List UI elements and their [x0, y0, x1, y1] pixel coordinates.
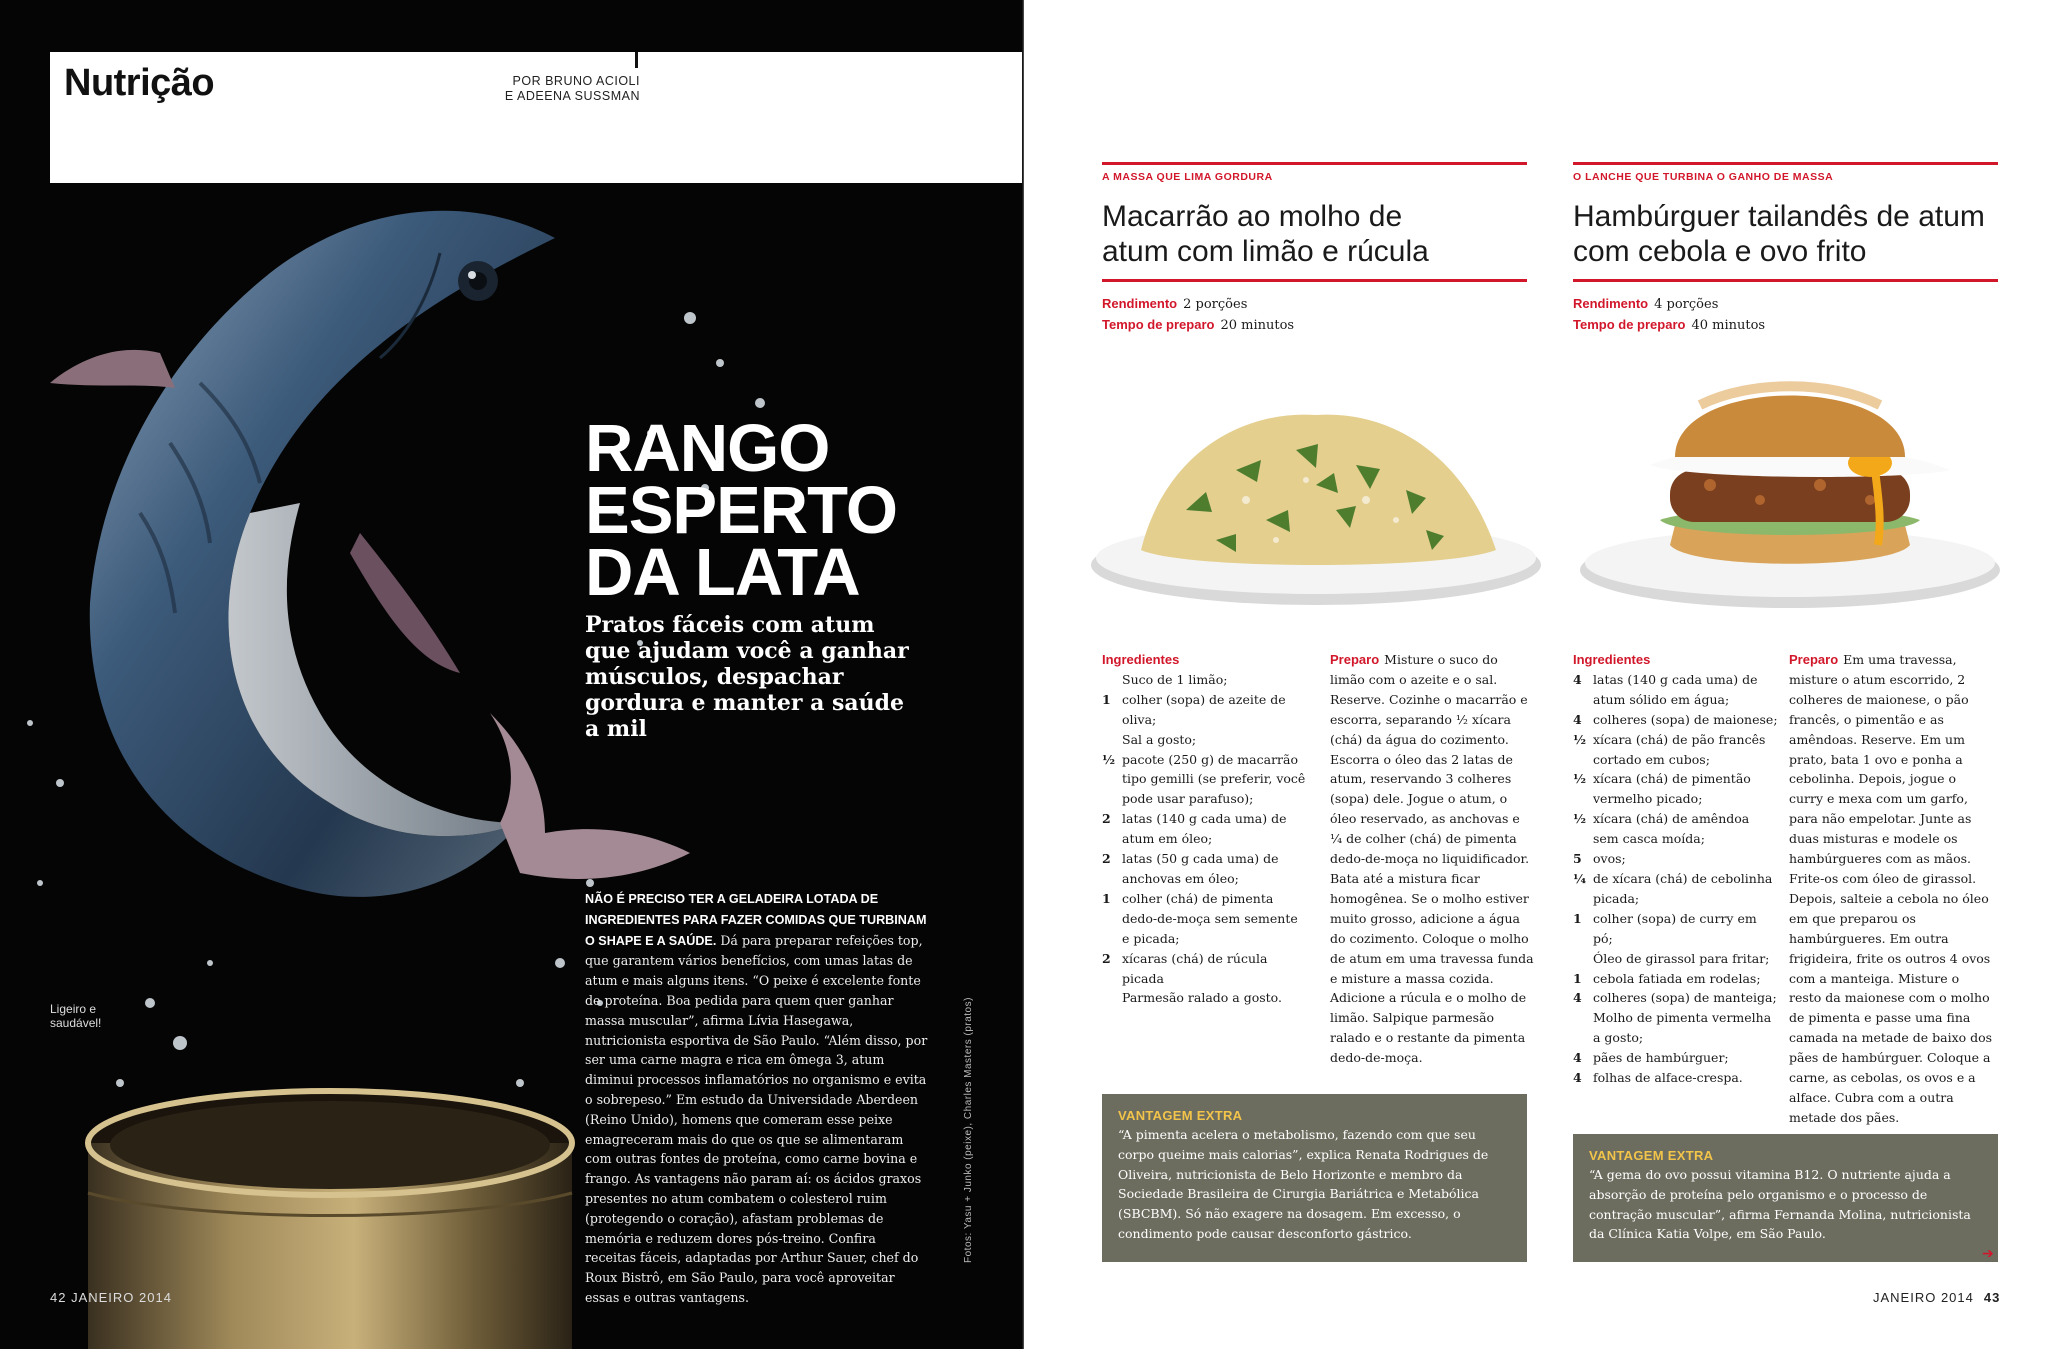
- ingredient-qty: 4: [1573, 1070, 1582, 1086]
- ingredients-head: Ingredientes: [1573, 652, 1651, 667]
- ingredient-item: [1102, 730, 1307, 750]
- time-label: Tempo de preparo: [1573, 317, 1686, 332]
- ingredient-qty: ½: [1573, 771, 1587, 787]
- box-text: “A pimenta acelera o metabolismo, fazendo com que seu corpo queime mais calorias”, explica Renata Rodrigues de Oliveira, nutricionista de Belo Horizonte e membro da Sociedade Brasileira de Cirurgia Bariátrica e Metabólica (SBCBM). Só não exagere na dosagem. Em excesso, o condimento pode causar desconforto gástrico.: [1118, 1127, 1489, 1241]
- ingredients-head: Ingredientes: [1102, 652, 1180, 667]
- ingredient-item: [1573, 869, 1778, 909]
- recipe-meta: [1573, 294, 1998, 336]
- ingredient-text: colher (chá) de pimenta dedo-de-moça sem semente e picada;: [1122, 890, 1298, 946]
- ingredient-text: colheres (sopa) de manteiga;: [1593, 990, 1777, 1006]
- recipe-kicker: A MASSA QUE LIMA GORDURA: [1102, 171, 1273, 183]
- ingredient-item: [1573, 909, 1778, 949]
- ingredient-qty: 1: [1102, 691, 1111, 707]
- ingredient-qty: [1573, 949, 1593, 969]
- ingredient-qty: [1102, 988, 1122, 1008]
- ingredient-item: [1573, 670, 1778, 710]
- ingredient-text: ovos;: [1593, 851, 1626, 867]
- ingredient-text: xícara (chá) de pimentão vermelho picado;: [1593, 771, 1751, 807]
- prep-head: Preparo: [1789, 652, 1839, 667]
- ingredient-item: [1102, 949, 1307, 989]
- ingredient-qty: 1: [1102, 890, 1111, 906]
- ingredient-item: [1102, 889, 1307, 949]
- byline-line-1: POR BRUNO ACIOLI: [512, 74, 640, 88]
- preparation-pasta: [1330, 650, 1535, 1068]
- recipe-title-line-2: atum com limão e rúcula: [1102, 235, 1429, 268]
- ingredient-text: Molho de pimenta vermelha a gosto;: [1593, 1010, 1772, 1046]
- burger-photo: [1560, 345, 2020, 625]
- ingredient-text: colher (sopa) de curry em pó;: [1593, 910, 1757, 946]
- ingredient-text: Óleo de girassol para fritar;: [1593, 950, 1770, 966]
- deck: Pratos fáceis com atum que ajudam você a ganhar músculos, despachar gordura e manter a saúde a mil: [585, 612, 909, 742]
- ingredient-qty: 1: [1573, 910, 1582, 926]
- ingredient-text: colher (sopa) de azeite de oliva;: [1122, 691, 1286, 727]
- yield-label: Rendimento: [1573, 296, 1649, 311]
- ingredient-text: xícara (chá) de amêndoa sem casca moída;: [1593, 811, 1750, 847]
- ingredient-item: [1573, 969, 1778, 989]
- ingredient-item: [1573, 849, 1778, 869]
- yield-value: 4 porções: [1654, 297, 1719, 312]
- ingredient-qty: [1573, 1008, 1593, 1048]
- ingredient-qty: 4: [1573, 671, 1582, 687]
- ingredient-item: [1573, 1048, 1778, 1068]
- time-row: [1573, 315, 1998, 336]
- ingredient-text: xícara (chá) de pão francês cortado em cubos;: [1593, 731, 1766, 767]
- yield-row: [1102, 294, 1527, 315]
- folio-right: [1873, 1290, 2000, 1305]
- intro-body: Dá para preparar refeições top, que garantem vários benefícios, com umas latas de atum e mais alguns itens. “O peixe é excelente fonte de proteína. Boa pedida para quem quer ganhar massa muscular”, afirma Lívia Hasegawa, nutricionista esportiva de São Paulo. “Além disso, por ser uma carne magra e rica em ômega 3, atum diminui processos inflamatórios no organismo e evita o sobrepeso.” Em estudo da Universidade Aberdeen (Reino Unido), homens que comeram esse peixe emagreceram mais do que os que se alimentaram com outras fontes de proteína, como carne bovina e frango. As vantagens não param aí: os ácidos graxos presentes no atum combatem o colesterol ruim (protegendo o coração), afastam problemas de memória e reduzem dores pós-treino. Confira receitas fáceis, adaptadas por Arthur Sauer, chef do Roux Bistrô, em São Paulo, para você aproveitar essas e outras vantagens.: [585, 932, 928, 1305]
- section-title: Nutrição: [64, 62, 215, 104]
- ingredient-text: cebola fatiada em rodelas;: [1593, 970, 1761, 986]
- ingredient-item: [1573, 988, 1778, 1008]
- folio-right-text: JANEIRO 2014: [1873, 1290, 1974, 1305]
- ingredient-qty: ¼: [1573, 870, 1587, 886]
- folio-left: 42 JANEIRO 2014: [50, 1290, 172, 1305]
- time-label: Tempo de preparo: [1102, 317, 1215, 332]
- ingredient-qty: ½: [1573, 811, 1587, 827]
- pasta-photo: [1066, 390, 1566, 630]
- recipe-pasta: [1102, 162, 1527, 336]
- box-head: VANTAGEM EXTRA: [1589, 1148, 1714, 1163]
- folio-right-number: 43: [1983, 1290, 2001, 1305]
- recipe-title: [1102, 199, 1527, 269]
- byline: [480, 74, 640, 104]
- ingredient-item: [1102, 750, 1307, 810]
- ingredient-qty: 2: [1102, 851, 1111, 867]
- kicker-rule: [1573, 162, 1998, 165]
- headline-line-2: ESPERTO: [585, 473, 897, 548]
- ingredient-item: [1102, 809, 1307, 849]
- headline: [585, 411, 897, 610]
- ingredient-qty: 4: [1573, 990, 1582, 1006]
- byline-line-2: E ADEENA SUSSMAN: [504, 89, 640, 103]
- photo-credit: Fotos: Yasu + Junko (peixe), Charles Masters (pratos): [963, 997, 974, 1263]
- ingredient-qty: [1102, 730, 1122, 750]
- ingredient-item: [1573, 1008, 1778, 1048]
- prep-text: Em uma travessa, misture o atum escorrido, 2 colheres de maionese, o pão francês, o pimentão e as amêndoas. Reserve. Em um prato, bata 1 ovo e ponha a cebolinha. Depois, jogue o curry e mexa com um garfo, para não empelotar. Junte as duas misturas e modele os hambúrgueres com as mãos. Frite-os com óleo de girassol. Depois, salteie a cebola no óleo em que preparou os hambúrgueres. Em outra frigideira, frite os outros 4 ovos com a manteiga. Misture o resto da maionese com o molho de pimenta e passe uma fina camada na metade de baixo dos pães de hambúrguer. Coloque a carne, as cebolas, os ovos e a alface. Cubra com a outra metade dos pães.: [1789, 652, 1993, 1125]
- ingredient-qty: 2: [1102, 811, 1111, 827]
- ingredient-qty: [1102, 670, 1122, 690]
- yield-label: Rendimento: [1102, 296, 1178, 311]
- title-rule: [1573, 279, 1998, 282]
- ingredient-text: xícaras (chá) de rúcula picada: [1122, 950, 1268, 986]
- ingredient-item: [1573, 1068, 1778, 1088]
- recipe-title-line-1: Macarrão ao molho de: [1102, 200, 1403, 233]
- ingredient-text: de xícara (chá) de cebolinha picada;: [1593, 870, 1773, 906]
- ingredients-pasta: [1102, 650, 1307, 1008]
- headline-line-3: DA LATA: [585, 535, 860, 610]
- kicker-rule: [1102, 162, 1527, 165]
- preparation-burger: [1789, 650, 1994, 1128]
- prep-head: Preparo: [1330, 652, 1380, 667]
- ingredient-text: pacote (250 g) de macarrão tipo gemilli (se preferir, você pode usar parafuso);: [1122, 751, 1306, 807]
- recipe-kicker: O LANCHE QUE TURBINA O GANHO DE MASSA: [1573, 171, 1834, 183]
- headline-line-1: RANGO: [585, 411, 830, 486]
- intro-text: [585, 889, 930, 1308]
- top-black-band: [638, 0, 1024, 52]
- recipe-title: [1573, 199, 1998, 269]
- title-rule: [1102, 279, 1527, 282]
- ingredient-qty: ½: [1573, 731, 1587, 747]
- box-head: VANTAGEM EXTRA: [1118, 1108, 1243, 1123]
- time-value: 40 minutos: [1691, 318, 1766, 333]
- ingredient-text: latas (50 g cada uma) de anchovas em óleo;: [1122, 851, 1279, 886]
- prep-text: Misture o suco do limão com o azeite e o sal. Reserve. Cozinhe o macarrão e escorra, separando ½ xícara (chá) da água do cozimento. Escorra o óleo das 2 latas de atum, reservando 3 colheres (sopa) dele. Jogue o atum, o óleo reservado, as anchovas e ¼ de colher (chá) de pimenta dedo-de-moça no liquidificador. Bata até a mistura ficar homogênea. Se o molho estiver muito grosso, adicione a água do cozimento. Coloque o molho de atum em uma travessa funda e misture a massa cozida. Adicione a rúcula e o molho de limão. Salpique parmesão ralado e o restante da pimenta dedo-de-moça.: [1330, 652, 1534, 1066]
- ingredient-item: [1573, 730, 1778, 770]
- ingredient-text: Sal a gosto;: [1122, 731, 1197, 747]
- ingredient-qty: 5: [1573, 851, 1582, 867]
- ingredient-item: [1573, 769, 1778, 809]
- ingredient-item: [1102, 670, 1307, 690]
- ingredient-qty: 1: [1573, 970, 1582, 986]
- extra-box-pasta: [1102, 1094, 1527, 1262]
- ingredient-text: colheres (sopa) de maionese;: [1593, 711, 1778, 727]
- ingredient-item: [1573, 809, 1778, 849]
- ingredient-text: pães de hambúrguer;: [1593, 1050, 1729, 1066]
- ingredient-item: [1102, 849, 1307, 889]
- ingredient-text: latas (140 g cada uma) de atum sólido em água;: [1593, 671, 1758, 707]
- ingredient-text: folhas de alface-crespa.: [1593, 1070, 1743, 1086]
- continue-arrow-icon: ➔: [1982, 1245, 1994, 1261]
- ingredient-text: Parmesão ralado a gosto.: [1122, 990, 1282, 1006]
- intro-lead: NÃO É PRECISO TER A GELADEIRA LOTADA DE INGREDIENTES PARA FAZER COMIDAS QUE TURBINAM O SHAPE E A SAÚDE.: [585, 892, 927, 948]
- time-value: 20 minutos: [1220, 318, 1295, 333]
- right-page: [1024, 0, 2048, 1349]
- ingredient-qty: 2: [1102, 950, 1111, 966]
- ingredient-item: [1573, 710, 1778, 730]
- yield-row: [1573, 294, 1998, 315]
- extra-box-burger: [1573, 1134, 1998, 1262]
- ingredient-text: Suco de 1 limão;: [1122, 671, 1228, 687]
- ingredient-item: [1102, 690, 1307, 730]
- recipe-title-line-1: Hambúrguer tailandês de atum: [1573, 200, 1985, 233]
- box-text: “A gema do ovo possui vitamina B12. O nutriente ajuda a absorção de proteína pelo organismo e o processo de contração muscular”, afirma Fernanda Molina, nutricionista da Clínica Katia Volpe, em São Paulo.: [1589, 1167, 1971, 1242]
- yield-value: 2 porções: [1183, 297, 1248, 312]
- ingredient-qty: ½: [1102, 751, 1116, 767]
- recipe-burger: [1573, 162, 1998, 336]
- byline-bar: [635, 52, 638, 68]
- ingredient-item: [1573, 949, 1778, 969]
- ingredient-qty: 4: [1573, 1050, 1582, 1066]
- ingredients-burger: [1573, 650, 1778, 1088]
- ingredient-qty: 4: [1573, 711, 1582, 727]
- ingredient-text: latas (140 g cada uma) de atum em óleo;: [1122, 811, 1287, 847]
- photo-caption: Ligeiro e saudável!: [50, 1002, 102, 1030]
- recipe-meta: [1102, 294, 1527, 336]
- time-row: [1102, 315, 1527, 336]
- recipe-title-line-2: com cebola e ovo frito: [1573, 235, 1867, 268]
- ingredient-item: [1102, 988, 1307, 1008]
